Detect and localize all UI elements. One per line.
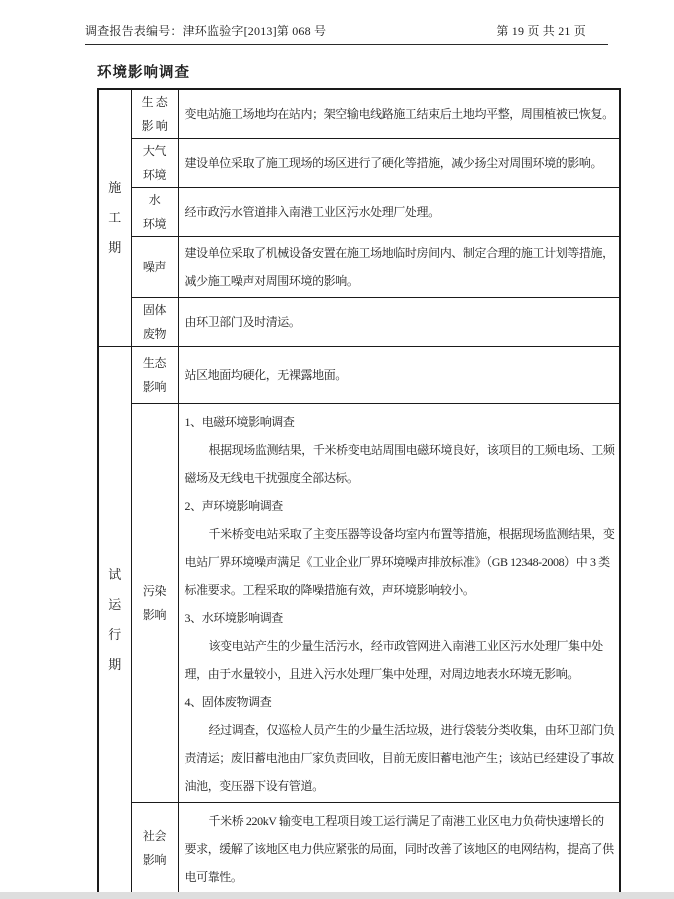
content-text: 建设单位采取了施工现场的场区进行了硬化等措施，减少扬尘对周围环境的影响。: [184, 156, 603, 170]
page-number: 第 19 页 共 21 页: [496, 24, 586, 38]
category-cell-ecology-trial: [131, 347, 178, 404]
section-title: 环境影响调查: [97, 65, 190, 81]
paragraph: 千米桥 220kV 输变电工程项目竣工运行满足了南港工业区电力负荷快速增长的要求，缓解了该地区电力供应紧张的局面，同时改善了该地区的电网结构，提高了供电可靠性。: [184, 814, 614, 884]
content-cell-solid-waste: [178, 298, 620, 347]
content-cell-noise: [178, 237, 620, 298]
category-cell-air: [131, 139, 178, 188]
category-label: 废物: [142, 327, 167, 341]
content-cell-water: [178, 188, 620, 237]
paragraph: 经过调查，仅巡检人员产生的少量生活垃圾，进行袋装分类收集，由环卫部门负责清运；废旧蓄电池由厂家负责回收，目前无废旧蓄电池产生；该站已经建设了事故油池，变压器下设有管道。: [184, 723, 615, 793]
content-cell-ecology-trial: [178, 347, 620, 404]
category-label: 大气: [142, 144, 167, 158]
period-cell-construction: [98, 89, 131, 347]
content-cell-social: [178, 803, 620, 895]
category-cell-noise: [131, 237, 178, 298]
period-cell-trial: [98, 347, 131, 895]
content-cell-ecology: [178, 89, 620, 139]
category-label: 影响: [142, 853, 167, 867]
paragraph: 根据现场监测结果，千米桥变电站周围电磁环境良好，该项目的工频电场、工频磁场及无线电干扰强度全部达标。: [184, 443, 615, 485]
table-row: [98, 188, 620, 237]
content-cell-pollution: [178, 404, 620, 803]
category-label: 影响: [142, 608, 167, 622]
scan-bottom-edge: [0, 892, 674, 899]
category-cell-water: [131, 188, 178, 237]
category-label: 噪声: [142, 260, 167, 274]
category-label: 环境: [142, 217, 167, 231]
category-label: 环境: [142, 168, 167, 182]
content-text: 由环卫部门及时清运。: [184, 315, 301, 329]
content-text: 经市政污水管道排入南港工业区污水处理厂处理。: [184, 205, 440, 219]
table-row: [98, 237, 620, 298]
table-row: [98, 404, 620, 803]
category-label: 固体: [142, 303, 167, 317]
env-impact-table: [97, 88, 621, 895]
content-cell-air: [178, 139, 620, 188]
paragraph: 3、水环境影响调查: [184, 611, 283, 625]
table-row: [98, 139, 620, 188]
category-label: 社会: [142, 829, 167, 843]
category-label: 影响: [142, 380, 167, 394]
period-label-trial: 试运行期: [108, 567, 122, 672]
table-row: [98, 347, 620, 404]
table-row: [98, 89, 620, 139]
category-label: 影 响: [141, 119, 168, 133]
period-label-construction: 施工期: [108, 180, 122, 255]
paragraph: 4、固体废物调查: [184, 695, 272, 709]
category-label: 生态: [142, 356, 167, 370]
paragraph: 该变电站产生的少量生活污水，经市政管网进入南港工业区污水处理厂集中处理，由于水量较小，且进入污水处理厂集中处理，对周边地表水环境无影响。: [184, 639, 603, 681]
category-label: 生 态: [141, 95, 168, 109]
report-number: 调查报告表编号：津环监验字[2013]第 068 号: [85, 24, 327, 38]
category-cell-ecology: [131, 89, 178, 139]
content-text: 变电站施工场地均在站内；架空输电线路施工结束后土地均平整，周围植被已恢复。: [184, 107, 614, 121]
content-text: 站区地面均硬化，无裸露地面。: [184, 368, 347, 382]
table-row: [98, 298, 620, 347]
table-row: [98, 803, 620, 895]
category-label: 污染: [142, 584, 167, 598]
category-cell-social: [131, 803, 178, 895]
document-header: [85, 22, 608, 45]
paragraph: 2、声环境影响调查: [184, 499, 283, 513]
category-cell-pollution: [131, 404, 178, 803]
category-label: 水: [148, 193, 161, 207]
paragraph: 千米桥变电站采取了主变压器等设备均室内布置等措施，根据现场监测结果，变电站厂界环境噪声满足《工业企业厂界环境噪声排放标准》（GB 12348-2008）中 3 类标准要求。工程采取的降噪措施有效，声环境影响较小。: [184, 527, 615, 597]
paragraph: 1、电磁环境影响调查: [184, 415, 295, 429]
content-text: 建设单位采取了机械设备安置在施工场地临时房间内、制定合理的施工计划等措施，减少施工噪声对周围环境的影响。: [184, 246, 614, 288]
category-cell-solid-waste: [131, 298, 178, 347]
